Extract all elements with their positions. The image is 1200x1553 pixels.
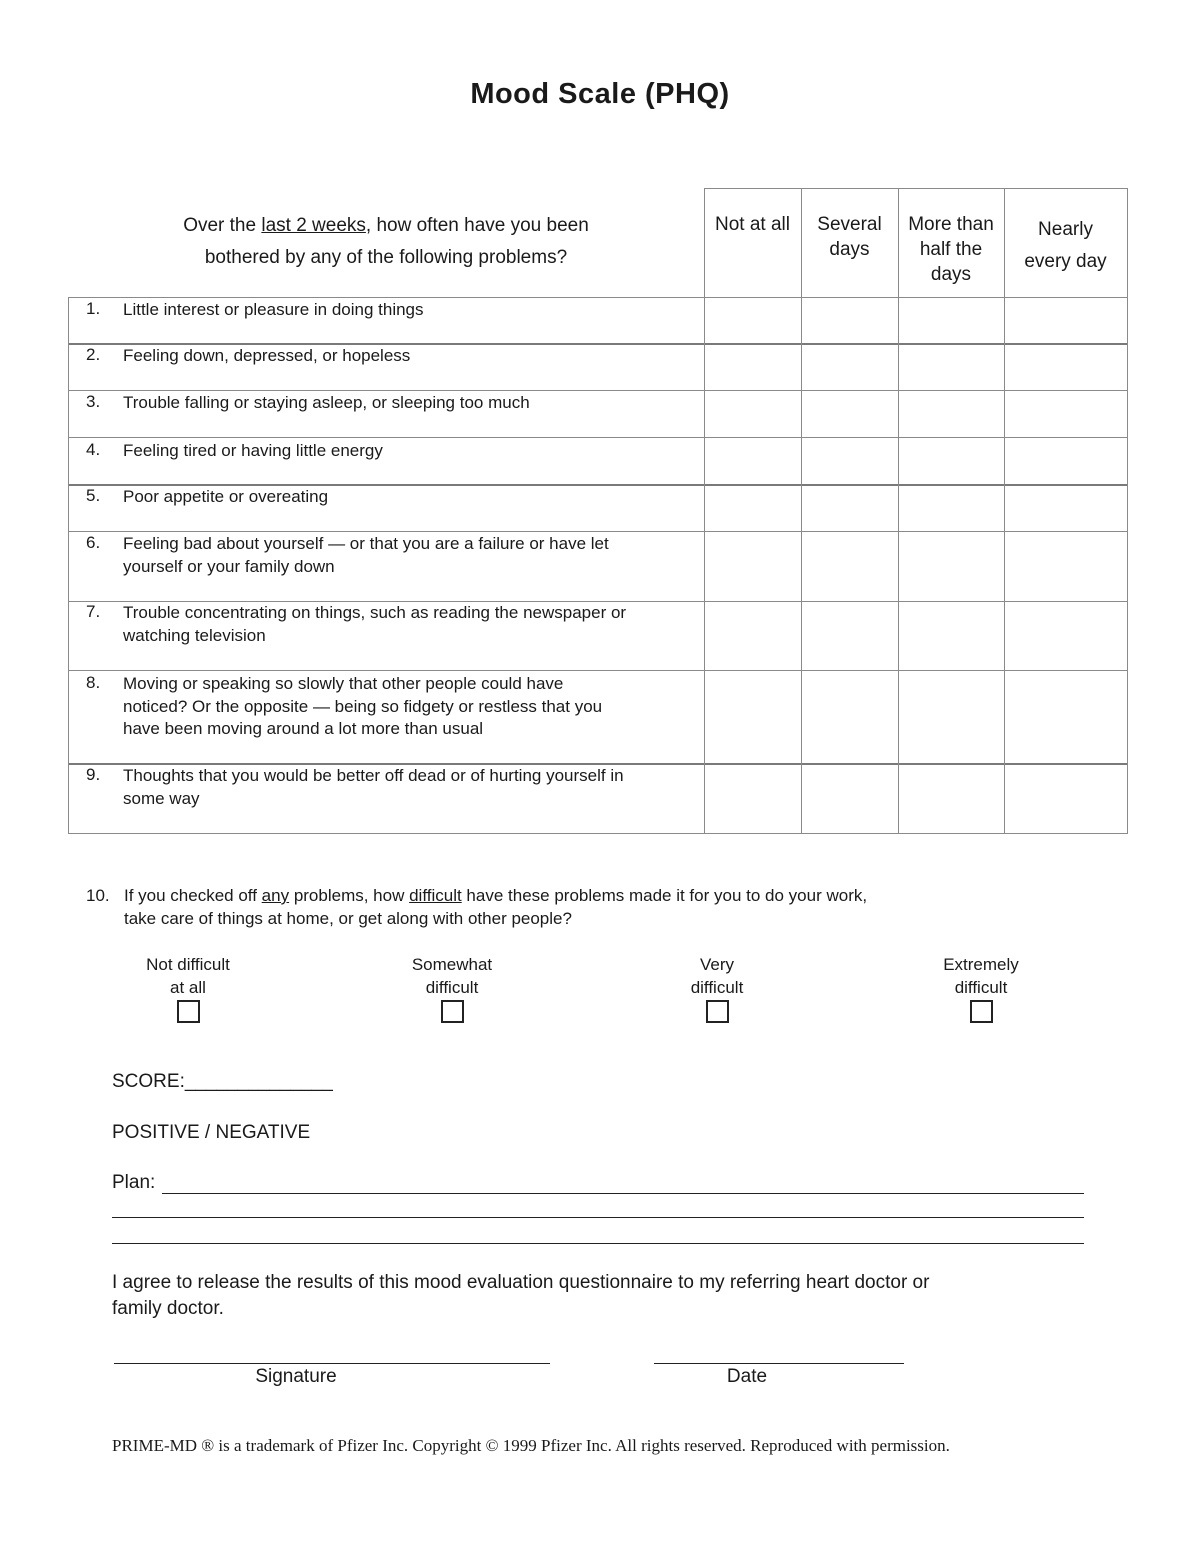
row-rule [68, 670, 1128, 671]
q10-checkbox-not-difficult[interactable] [177, 1000, 200, 1023]
answer-cell-item4-more-than-half[interactable] [899, 439, 1003, 483]
answer-cell-item7-more-than-half[interactable] [899, 603, 1003, 669]
column-header-several-days: Several days [817, 214, 882, 260]
answer-cell-item4-nearly-every-day[interactable] [1005, 439, 1126, 483]
row-rule [68, 437, 1128, 438]
answer-cell-item1-not-at-all[interactable] [705, 299, 800, 342]
page-title: Mood Scale (PHQ) [470, 78, 730, 110]
table-border-left [68, 297, 69, 834]
answer-cell-item3-nearly-every-day[interactable] [1005, 392, 1126, 436]
item-text: Feeling bad about yourself — or that you are a failure or have let yourself or your family down [123, 534, 609, 576]
answer-cell-item9-more-than-half[interactable] [899, 765, 1003, 832]
plan-line[interactable] [112, 1216, 1084, 1218]
q10-question: If you checked off any problems, how difficult have these problems made it for you to do your work, take care of things at home, or get along with other people? [124, 886, 868, 928]
q10-checkbox-somewhat-difficult[interactable] [441, 1000, 464, 1023]
answer-cell-item4-not-at-all[interactable] [705, 439, 800, 483]
q10-option-very-difficult: Very difficult [690, 955, 744, 997]
date-line[interactable] [654, 1362, 904, 1364]
answer-cell-item9-not-at-all[interactable] [705, 765, 800, 832]
answer-cell-item5-several-days[interactable] [802, 486, 897, 530]
answer-cell-item9-several-days[interactable] [802, 765, 897, 832]
date-label: Date [726, 1366, 768, 1387]
column-header-more-than-half: More than half the days [908, 214, 994, 285]
answer-cell-item4-several-days[interactable] [802, 439, 897, 483]
answer-cell-item9-nearly-every-day[interactable] [1005, 765, 1126, 832]
answer-cell-item6-not-at-all[interactable] [705, 533, 800, 600]
answer-cell-item1-nearly-every-day[interactable] [1005, 299, 1126, 342]
row-rule [68, 390, 1128, 391]
answer-cell-item3-several-days[interactable] [802, 392, 897, 436]
positive-negative-field[interactable]: POSITIVE / NEGATIVE [112, 1122, 311, 1143]
answer-cell-item3-not-at-all[interactable] [705, 392, 800, 436]
plan-line[interactable] [162, 1192, 1084, 1194]
row-rule [68, 531, 1128, 532]
answer-cell-item5-not-at-all[interactable] [705, 486, 800, 530]
q10-checkbox-very-difficult[interactable] [706, 1000, 729, 1023]
column-header-not-at-all: Not at all [715, 214, 790, 235]
answer-cell-item6-several-days[interactable] [802, 533, 897, 600]
answer-cell-item7-not-at-all[interactable] [705, 603, 800, 669]
answer-cell-item8-several-days[interactable] [802, 672, 897, 762]
answer-cell-item3-more-than-half[interactable] [899, 392, 1003, 436]
item-text: Feeling down, depressed, or hopeless [123, 346, 411, 365]
q10-checkbox-extremely-difficult[interactable] [970, 1000, 993, 1023]
table-header-rule [68, 297, 1128, 298]
answer-cell-item2-not-at-all[interactable] [705, 345, 800, 389]
item-text: Moving or speaking so slowly that other people could have noticed? Or the opposite — being so fidgety or restless that you have been moving around a lot more than usual [123, 674, 603, 738]
answer-cell-item8-more-than-half[interactable] [899, 672, 1003, 762]
column-header-nearly-every-day: Nearly every day [1024, 219, 1107, 272]
consent-text: I agree to release the results of this mood evaluation questionnaire to my referring heart doctor or family doctor. [112, 1272, 930, 1319]
answer-cell-item7-nearly-every-day[interactable] [1005, 603, 1126, 669]
table-intro-question: Over the last 2 weeks, how often have you been bothered by any of the following problems? [183, 215, 589, 268]
answer-cell-item6-more-than-half[interactable] [899, 533, 1003, 600]
signature-line[interactable] [114, 1362, 550, 1364]
answer-cell-item2-several-days[interactable] [802, 345, 897, 389]
answer-cell-item5-nearly-every-day[interactable] [1005, 486, 1126, 530]
answer-cell-item1-several-days[interactable] [802, 299, 897, 342]
score-field[interactable]: SCORE:______________ [112, 1071, 333, 1092]
plan-label: Plan: [112, 1172, 156, 1193]
item-text: Poor appetite or overeating [123, 487, 329, 506]
item-text: Little interest or pleasure in doing things [123, 300, 424, 319]
item-text: Feeling tired or having little energy [123, 441, 383, 460]
phq-table: Over the last 2 weeks, how often have you been bothered by any of the following problems? Not at all Several days More than half the days Nearly every day 1. Little interest or pleasure in doing things 2. Feeling down, depressed, or hopeless 3. Trouble falling or staying asleep, or sleeping too much 4. Feeling tired or having little energy 5. Poor appetite or overeating 6. Feeling bad about yourself — or that you are a failure or have let yourself or your family down 7. Trouble concentrating on things, such as reading the newspaper or watching television 8. Moving or speaking so slowly that other people could have noticed? Or the opposite — being so fidgety or restless that you have been moving around a lot more than usual 9. Thoughts that you would be better off dead or of hurting yourself in some way [68, 188, 1128, 834]
answer-cell-item7-several-days[interactable] [802, 603, 897, 669]
plan-line[interactable] [112, 1242, 1084, 1244]
answer-cell-item6-nearly-every-day[interactable] [1005, 533, 1126, 600]
signature-label: Signature [255, 1366, 337, 1387]
table-border-top [704, 188, 1128, 189]
answer-cell-item8-not-at-all[interactable] [705, 672, 800, 762]
table-border-right [1127, 188, 1128, 834]
answer-cell-item2-nearly-every-day[interactable] [1005, 345, 1126, 389]
q10-option-somewhat-difficult: Somewhat difficult [411, 955, 493, 997]
q10-option-not-difficult: Not difficult at all [146, 955, 230, 997]
item-text: Trouble concentrating on things, such as reading the newspaper or watching television [123, 603, 627, 645]
q10-number: 10. [86, 886, 110, 905]
item-text: Thoughts that you would be better off dead or of hurting yourself in some way [123, 766, 624, 808]
answer-cell-item8-nearly-every-day[interactable] [1005, 672, 1126, 762]
q10-option-extremely-difficult: Extremely difficult [943, 955, 1019, 997]
answer-cell-item1-more-than-half[interactable] [899, 299, 1003, 342]
footer-copyright: PRIME-MD ® is a trademark of Pfizer Inc. Copyright © 1999 Pfizer Inc. All rights reserved. Reproduced with permission. [112, 1436, 950, 1455]
answer-cell-item5-more-than-half[interactable] [899, 486, 1003, 530]
item-text: Trouble falling or staying asleep, or sleeping too much [123, 393, 530, 412]
table-border-bottom [68, 833, 1128, 834]
answer-cell-item2-more-than-half[interactable] [899, 345, 1003, 389]
